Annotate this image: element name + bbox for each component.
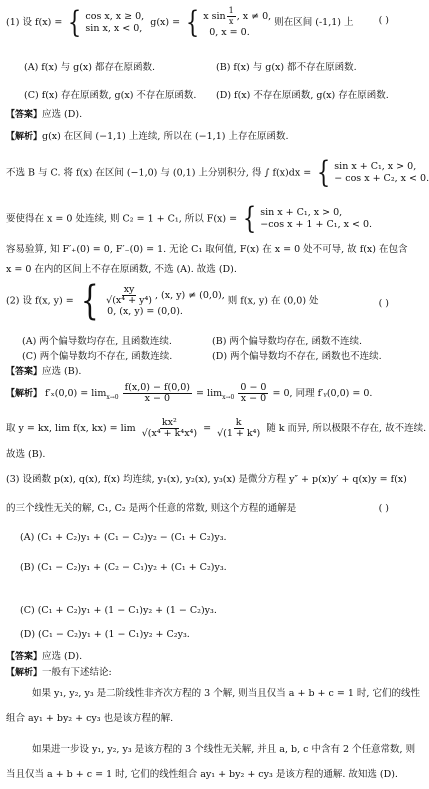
q3-stem-1: (3) 设函数 p(x), q(x), f(x) 均连续, y₁(x), y₂(x), y₃(x) 是微分方程 y″ + p(x)y′ + q(x)y = f(x) xyxy=(6,474,407,485)
q3-analysis-p4: 当且仅当 a + b + c = 1 时, 它们的线性组合 ay₁ + by₂ + cy₃ 是该方程的通解. 故知选 (D). xyxy=(6,769,398,780)
q1-stem: (1) 设 f(x) = { cos x, x ≥ 0, sin x, x < 0, g(x) = { x sin $\frac{1}{x}$ , x ≠ 0, 0, x = 0. 则在区间 (-1,1) 上 ( ) xyxy=(6,4,389,40)
q3-option-c: (C) (C₁ + C₂)y₁ + (1 − C₁)y₂ + (1 − C₂)y₃. xyxy=(20,605,217,616)
q1-option-d: (D) f(x) 不存在原函数, g(x) 存在原函数. xyxy=(216,90,389,101)
q2-analysis-3: 故选 (B). xyxy=(6,449,46,460)
q1-answer: 【答案】应选 (D). xyxy=(6,109,83,120)
q2-option-b: (B) 两个偏导数均存在, 函数不连续. xyxy=(212,336,362,347)
q1-option-a: (A) f(x) 与 g(x) 都存在原函数. xyxy=(24,62,156,73)
q3-analysis-p2: 组合 ay₁ + by₂ + cy₃ 也是该方程的解. xyxy=(6,713,174,724)
q1-answer-blank: ( ) xyxy=(378,15,389,26)
q2-analysis-2: 取 y = kx, lim f(x, kx) = lim $\frac{\text{kx²}}{\text{√(x⁴ + k⁴x⁴)}}$ = $\frac{k}{\text{√(1 + k⁴)}}$ 随 k 而异, 所以极限不存在, 故不连续. xyxy=(6,417,427,439)
q2-option-d: (D) 两个偏导数均不存在, 函数也不连续. xyxy=(212,351,382,362)
q2-answer: 【答案】应选 (B). xyxy=(6,366,82,377)
q3-option-a: (A) (C₁ + C₂)y₁ + (C₁ − C₂)y₂ − (C₁ + C₂)y₃. xyxy=(20,532,227,543)
q1-option-c: (C) f(x) 存在原函数, g(x) 不存在原函数. xyxy=(24,90,197,101)
q3-stem-2: 的三个线性无关的解, C₁, C₂ 是两个任意的常数, 则这个方程的通解是 ( ) xyxy=(6,503,389,514)
q1-analysis-2: 不选 B 与 C. 将 f(x) 在区间 (−1,0) 与 (0,1) 上分别积分, 得 ∫ f(x)dx = { sin x + C₁, x > 0, − cos x + C₂, x < 0. xyxy=(6,155,429,190)
f-piecewise: { cos x, x ≥ 0, sin x, x < 0, xyxy=(68,4,145,40)
q2-analysis-1: 【解析】 $f'_x(0,0) = \lim_{x\to 0}$ $\frac{f(x,0) - f(0,0)}{x - 0}$ = $\lim_{x\to 0}$ $\frac{0 - 0}{x - 0}$ = 0, 同理 f′ᵧ(0,0) = 0. xyxy=(6,382,373,404)
q1-analysis-3: 要使得在 x = 0 处连续, 则 C₂ = 1 + C₁, 所以 F(x) = { sin x + C₁, x > 0, −cos x + 1 + C₁, x < 0. xyxy=(6,201,373,236)
q2-option-a: (A) 两个偏导数均存在, 且函数连续. xyxy=(22,336,172,347)
q1-option-b: (B) f(x) 与 g(x) 都不存在原函数. xyxy=(216,62,357,73)
q2-answer-blank: ( ) xyxy=(378,298,389,309)
q1-analysis-1: 【解析】g(x) 在区间 (−1,1) 上连续, 所以在 (−1,1) 上存在原函数. xyxy=(6,131,289,142)
q3-answer: 【答案】应选 (D). xyxy=(6,651,83,662)
g-piecewise: { x sin $\frac{1}{x}$ , x ≠ 0, 0, x = 0. xyxy=(185,4,272,40)
q3-option-b: (B) (C₁ − C₂)y₁ + (C₂ − C₁)y₂ + (C₁ + C₂)y₃. xyxy=(20,562,227,573)
q2-option-c: (C) 两个偏导数均不存在, 函数连续. xyxy=(22,351,173,362)
q3-analysis-p3: 如果进一步设 y₁, y₂, y₃ 是该方程的 3 个线性无关解, 并且 a, b, c 中含有 2 个任意常数, 则 xyxy=(32,744,416,755)
q1-analysis-4: 容易验算, 知 F′₊(0) = 0, F′₋(0) = 1. 无论 C₁ 取何值, F(x) 在 x = 0 处不可导, 故 f(x) 在包含 xyxy=(6,244,408,255)
q2-stem: (2) 设 f(x, y) = { $\frac{xy}{\text{√(x⁴ + y⁴)}}$ , (x, y) ≠ (0,0), 0, (x, y) = (0,0). 则 f(x, y) 在 (0,0) 处 ( ) xyxy=(6,278,389,324)
q3-option-d: (D) (C₁ − C₂)y₁ + (1 − C₁)y₂ + C₂y₃. xyxy=(20,629,190,640)
q3-analysis-p1: 如果 y₁, y₂, y₃ 是二阶线性非齐次方程的 3 个解, 则当且仅当 a + b + c = 1 时, 它们的线性 xyxy=(32,688,420,699)
q3-analysis-head: 【解析】一般有下述结论: xyxy=(6,667,112,678)
q1-analysis-5: x = 0 在内的区间上不存在原函数, 不选 (A). 故选 (D). xyxy=(6,264,237,275)
q3-answer-blank: ( ) xyxy=(378,503,389,514)
